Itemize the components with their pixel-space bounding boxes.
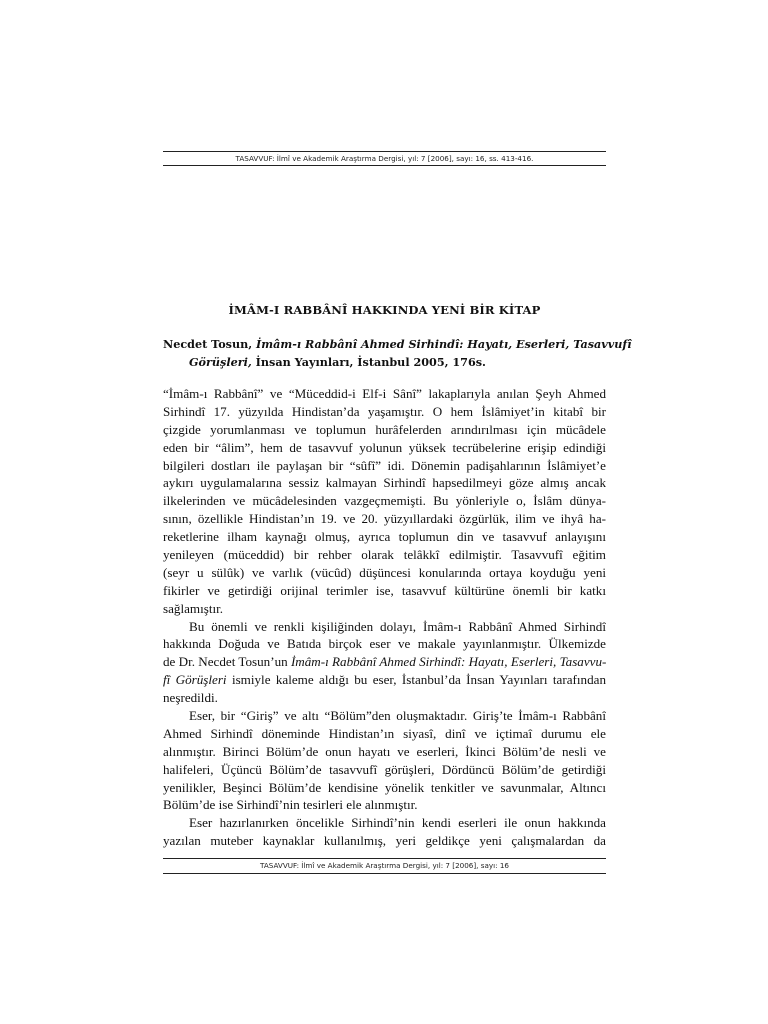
body-line: yenileyen (müceddid) bir rehber olarak telâkkî edilmiştir. Tasavvufî eğitim (163, 547, 606, 563)
citation-publisher: İnsan Yayınları, İstanbul 2005, 176s. (255, 355, 486, 369)
body-line: Sirhindî 17. yüzyılda Hindistan’da yaşamıştır. O hem İslâmiyet’in kitabî bir (163, 403, 606, 419)
citation-line-2 (163, 353, 606, 371)
body-line: “İmâm-ı Rabbânî” ve “Müceddid-i Elf-i Sânî” lakaplarıyla anılan Şeyh Ahmed (163, 386, 606, 401)
citation-author: Necdet Tosun, (163, 337, 253, 351)
article-body (163, 385, 606, 850)
citation-line-1 (163, 335, 632, 353)
body-line: fikirler ve getirdiği orijinal terimler ise, tasavvuf kültürüne önemli bir katkı (163, 582, 606, 598)
body-line: yenilikler, Beşinci Bölüm’de kendisine yönelik tenkitler ve savunmalar, Altıncı (163, 779, 606, 795)
body-line: halifeleri, Üçüncü Bölüm’de tasavvufî görüşleri, Dördüncü Bölüm’de getirdiği (163, 761, 606, 777)
body-line: alınmıştır. Birinci Bölüm’de onun hayatı ve eserleri, İkinci Bölüm’de nesli ve (163, 743, 606, 759)
article-title: İMÂM-I RABBÂNÎ HAKKINDA YENİ BİR KİTAP (228, 303, 541, 317)
body-line: neşredildi. (163, 690, 218, 706)
body-line: aykırı uygulamalarına sessiz kalmayan Sirhindî hapsedilmeyi göze almış ancak (163, 475, 606, 491)
body-line: Eser, bir “Giriş” ve altı “Bölüm”den oluşmaktadır. Giriş’te İmâm-ı Rabbânî (189, 708, 606, 724)
body-line: ilkelerinden ve mücâdelesinden vazgeçmemişti. Bu yönleriyle o, İslâm dünya- (163, 493, 606, 509)
book-citation (163, 335, 632, 371)
body-line-text: ismiyle kaleme aldığı bu eser, İstanbul’da İnsan Yayınları tarafından (226, 672, 606, 688)
running-footer: TASAVVUF: İlmî ve Akademik Araştırma Dergisi, yıl: 7 [2006], sayı: 16 (163, 858, 606, 874)
body-line-italic: İmâm-ı Rabbânî Ahmed Sirhindî: Hayatı, Eserleri, Tasavvu- (290, 654, 606, 670)
body-line: Ahmed Sirhindî döneminde Hindistan’ın siyasî, dinî ve içtimaî durumu ele (163, 725, 606, 741)
body-line: (seyr u sülûk) ve varlık (vücûd) düşüncesi konularında ortaya koyduğu yeni (163, 564, 606, 580)
body-line: eden bir “âlim”, hem de tasavvuf yolunun yüksek tecrübelerine erişip edindiği (163, 439, 606, 455)
body-line: sının, özellikle Hindistan’ın 19. ve 20. yüzyıllardaki özgürlük, ilim ve ihyâ ha- (163, 511, 606, 527)
body-line: hakkında Doğuda ve Batıda birçok eser ve makale yayınlanmıştır. Ülkemizde (163, 636, 606, 652)
body-line: Bölüm’de ise Sirhindî’nin tesirleri ele alınmıştır. (163, 797, 418, 813)
body-line-text: de Dr. Necdet Tosun’un (163, 654, 291, 670)
body-line: çizgide yorumlanması ve toplumun hurâfelerden arındırılması için mücâdele (163, 421, 606, 437)
running-header: TASAVVUF: İlmî ve Akademik Araştırma Dergisi, yıl: 7 [2006], sayı: 16, ss. 413-416. (163, 151, 606, 166)
body-line: Bu önemli ve renkli kişiliğinden dolayı, İmâm-ı Rabbânî Ahmed Sirhindî (189, 618, 606, 634)
body-line: reketlerine ilham kaynağı olmuş, ayrıca toplumun din ve tasavvuf anlayışını (163, 529, 606, 545)
body-line: yazılan muteber kaynaklar kullanılmış, yeri geldikçe yeni çalışmalardan da (163, 833, 606, 849)
body-line (163, 653, 606, 671)
citation-book-title-1: İmâm-ı Rabbânî Ahmed Sirhindî: Hayatı, Eserleri, Tasavvufî (256, 337, 632, 351)
body-line: Eser hazırlanırken öncelikle Sirhindî’nin kendi eserleri ile onun hakkında (189, 815, 606, 831)
body-line: sağlamıştır. (163, 600, 224, 616)
citation-book-title-2: Görüşleri, (189, 355, 252, 369)
body-line: bilgileri dostları ile paylaşan bir “sûfî” idi. Dönemin padişahlarının İslâmiyet’e (163, 457, 606, 473)
body-line (163, 671, 606, 689)
body-line-italic: fî Görüşleri (163, 672, 227, 688)
